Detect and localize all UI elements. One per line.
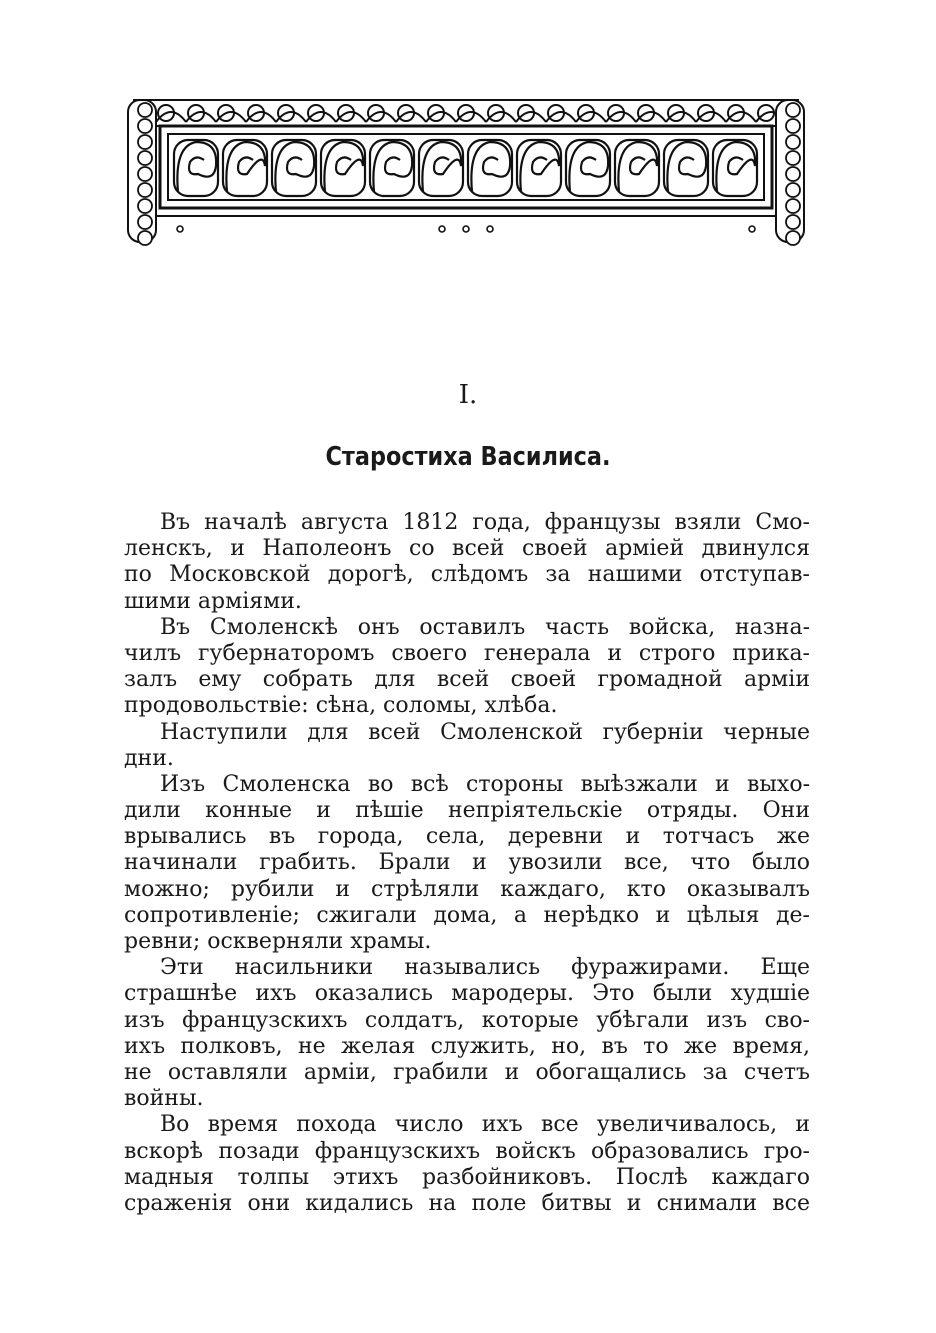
- text-line: ревни; оскверняли храмы.: [124, 929, 432, 954]
- text-line: дни.: [124, 745, 174, 771]
- text-line: не оставляли арміи, грабили и обогащались за счетъ: [124, 1059, 810, 1085]
- decorative-header-ornament: [126, 96, 806, 246]
- text-line: страшнѣе ихъ оказались мародеры. Это были худшіе: [124, 981, 810, 1007]
- text-line: Въ Смоленскѣ онъ оставилъ часть войска, назна-: [160, 614, 810, 640]
- text-line: мадныя толпы этихъ разбойниковъ. Послѣ каждаго: [124, 1164, 810, 1190]
- text-line: шими арміями.: [124, 588, 302, 614]
- text-line: Въ началѣ августа 1812 года, французы взяли Смо-: [160, 510, 810, 535]
- text-line: залъ ему собрать для всей своей громадной арміи: [124, 667, 810, 693]
- text-line: чилъ губернаторомъ своего генерала и строго прика-: [124, 640, 810, 666]
- text-line: начинали грабить. Брали и увозили все, что было: [124, 850, 810, 876]
- text-line: ленскъ, и Наполеонъ со всей своей арміей двинулся: [124, 536, 810, 562]
- text-line: Эти насильники назывались фуражирами. Еще: [160, 955, 810, 981]
- chapter-number: I.: [458, 380, 478, 410]
- text-line: ихъ полковъ, не желая служить, но, въ то же время,: [124, 1033, 810, 1059]
- text-line: Наступили для всей Смоленской губерніи черные: [160, 719, 810, 745]
- body-text: [124, 510, 810, 1217]
- text-line: врывались въ города, села, деревни и тотчасъ же: [124, 824, 810, 850]
- text-line: сопротивленіе; сжигали дома, а нерѣдко и цѣлыя де-: [124, 902, 810, 928]
- text-line: вскорѣ позади французскихъ войскъ образовались гро-: [124, 1138, 810, 1164]
- text-line: продовольствіе: сѣна, соломы, хлѣба.: [124, 693, 558, 719]
- text-line: сраженія они кидались на поле битвы и снимали все: [124, 1190, 810, 1216]
- text-line: изъ французскихъ солдатъ, которые убѣгали изъ сво-: [124, 1007, 810, 1033]
- text-line: по Московской дорогѣ, слѣдомъ за нашими отступав-: [124, 562, 810, 588]
- text-line: войны.: [124, 1086, 204, 1112]
- text-line: можно; рубили и стрѣляли каждаго, кто оказывалъ: [124, 876, 810, 902]
- text-line: Во время похода число ихъ все увеличивалось, и: [160, 1112, 810, 1138]
- text-line: дили конные и пѣшіе непріятельскіе отряды. Они: [124, 798, 810, 824]
- text-line: Изъ Смоленска во всѣ стороны выѣзжали и выхо-: [160, 771, 810, 797]
- chapter-title: Старостиха Василиса.: [325, 442, 611, 472]
